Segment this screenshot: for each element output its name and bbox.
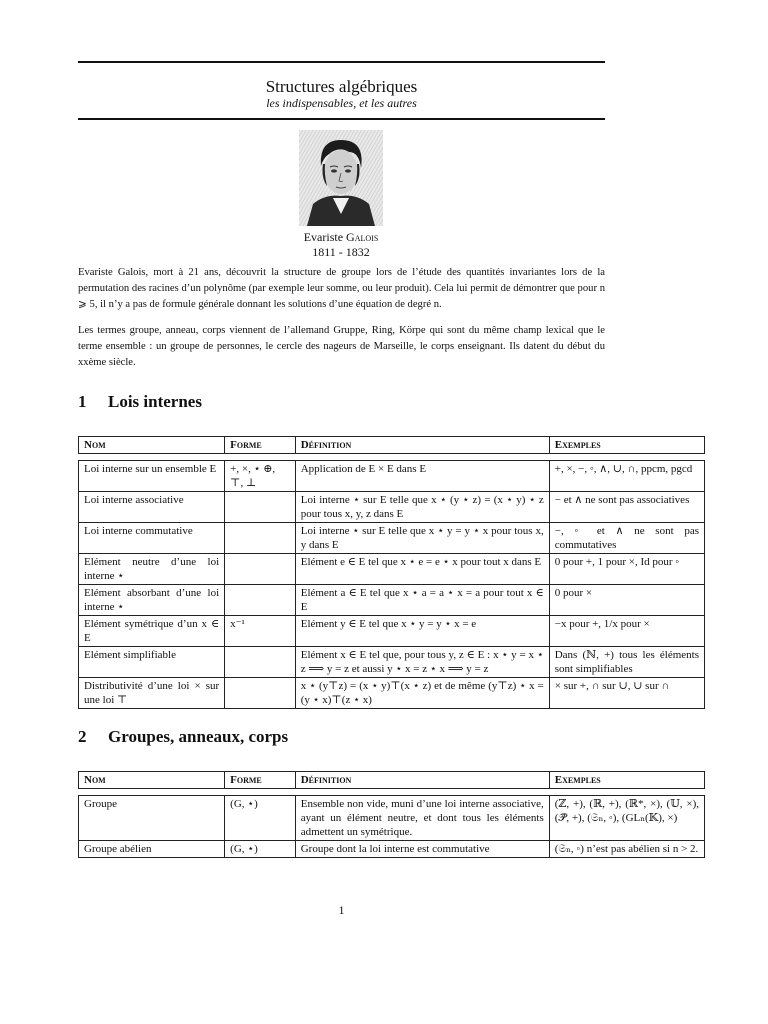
- cell-exemples: × sur +, ∩ sur ∪, ∪ sur ∩: [549, 678, 704, 709]
- table-spacer: [79, 789, 705, 796]
- cell-exemples: 0 pour ×: [549, 585, 704, 616]
- cell-forme: [225, 523, 296, 554]
- intro-paragraph-1: Evariste Galois, mort à 21 ans, découvrit la structure de groupe lors de l’étude des quantités invariantes lors de la permutation des racines d’un polynôme (par exemple leur somme, ou leur produit). Cela lui permit de démontrer que pour n ⩾ 5, il n’y a pas de formule générale donnant les solutions d’une équation de degré n.: [78, 267, 605, 310]
- cell-definition: x ⋆ (y⊤z) = (x ⋆ y)⊤(x ⋆ z) et de même (y⊤z) ⋆ x = (y ⋆ x)⊤(z ⋆ x): [295, 678, 549, 709]
- section-title: Groupes, anneaux, corps: [108, 727, 289, 746]
- portrait-caption: [250, 230, 432, 244]
- cell-forme: [225, 647, 296, 678]
- table-row: [79, 585, 705, 616]
- top-rule: [78, 61, 605, 63]
- cell-exemples: −x pour +, 1/x pour ×: [549, 616, 704, 647]
- table-header-row: [79, 772, 705, 789]
- cell-definition: Loi interne ⋆ sur E telle que x ⋆ y = y ⋆ x pour tous x, y dans E: [295, 523, 549, 554]
- cell-forme: (G, ⋆): [225, 841, 296, 858]
- table-row: [79, 796, 705, 841]
- spacer-cell: [79, 454, 705, 461]
- cell-forme: +, ×, ⋆ ⊕, ⊤, ⊥: [225, 461, 296, 492]
- section-heading-groupes: [78, 727, 605, 747]
- cell-nom: Groupe: [79, 796, 225, 841]
- cell-exemples: 0 pour +, 1 pour ×, Id pour ◦: [549, 554, 704, 585]
- cell-nom: Elément neutre d’une loi interne ⋆: [79, 554, 225, 585]
- cell-nom: Distributivité d’une loi × sur une loi ⊤: [79, 678, 225, 709]
- section-heading-lois-internes: [78, 392, 605, 412]
- header-nom: Nom: [79, 772, 225, 789]
- header-exemples: Exemples: [549, 437, 704, 454]
- document-subtitle: les indispensables, et les autres: [266, 96, 417, 110]
- document-title: Structures algébriques: [265, 77, 418, 96]
- header-exemples: Exemples: [549, 772, 704, 789]
- cell-forme: [225, 492, 296, 523]
- portrait-years: 1811 - 1832: [312, 245, 370, 259]
- caption-last-name: Galois: [346, 230, 379, 244]
- caption-first-name: Evariste: [303, 230, 347, 244]
- cell-forme: [225, 585, 296, 616]
- bottom-rule: [78, 118, 605, 120]
- header-nom: Nom: [79, 437, 225, 454]
- table-row: [79, 678, 705, 709]
- cell-definition: Ensemble non vide, muni d’une loi interne associative, ayant un élément neutre, et dont tous les éléments admettent un symétrique.: [295, 796, 549, 841]
- cell-definition: Application de E × E dans E: [295, 461, 549, 492]
- spacer-cell: [79, 789, 705, 796]
- galois-portrait: [299, 130, 383, 226]
- cell-forme: x⁻¹: [225, 616, 296, 647]
- cell-exemples: +, ×, −, ◦, ∧, ∪, ∩, ppcm, pgcd: [549, 461, 704, 492]
- cell-forme: [225, 554, 296, 585]
- cell-exemples: − et ∧ ne sont pas associatives: [549, 492, 704, 523]
- page-number: 1: [338, 903, 345, 917]
- cell-definition: Loi interne ⋆ sur E telle que x ⋆ (y ⋆ z) = (x ⋆ y) ⋆ z pour tous x, y, z dans E: [295, 492, 549, 523]
- table-row: [79, 841, 705, 858]
- lois-internes-table: [78, 436, 705, 709]
- intro-paragraph-2: Les termes groupe, anneau, corps viennent de l’allemand Gruppe, Ring, Körpe qui sont du même champ lexical que le terme ensemble : un groupe de personnes, le cercle des nageurs de Marseille, le corps enseignant. Ils datent du début du xxème siècle.: [78, 325, 605, 368]
- header-definition: Définition: [295, 437, 549, 454]
- portrait-engraving: [299, 130, 383, 226]
- cell-exemples: (ℤ, +), (ℝ, +), (ℝ*, ×), (𝕌, ×), (𝒫⃗, +), (𝔖ₙ, ◦), (GLₙ(𝕂), ×): [549, 796, 704, 841]
- table-row: [79, 523, 705, 554]
- table-header-row: [79, 437, 705, 454]
- cell-nom: Loi interne sur un ensemble E: [79, 461, 225, 492]
- cell-nom: Elément symétrique d’un x ∈ E: [79, 616, 225, 647]
- table-row: [79, 616, 705, 647]
- section-title: Lois internes: [108, 392, 202, 411]
- cell-forme: (G, ⋆): [225, 796, 296, 841]
- cell-nom: Elément absorbant d’une loi interne ⋆: [79, 585, 225, 616]
- table-row: [79, 647, 705, 678]
- cell-nom: Loi interne associative: [79, 492, 225, 523]
- cell-exemples: (𝔖ₙ, ◦) n’est pas abélien si n > 2.: [549, 841, 704, 858]
- header-definition: Définition: [295, 772, 549, 789]
- cell-definition: Groupe dont la loi interne est commutative: [295, 841, 549, 858]
- header-forme: Forme: [225, 437, 296, 454]
- cell-forme: [225, 678, 296, 709]
- header-forme: Forme: [225, 772, 296, 789]
- cell-definition: Elément y ∈ E tel que x ⋆ y = y ⋆ x = e: [295, 616, 549, 647]
- table-row: [79, 554, 705, 585]
- cell-nom: Groupe abélien: [79, 841, 225, 858]
- table-row: [79, 461, 705, 492]
- cell-exemples: Dans (ℕ, +) tous les éléments sont simplifiables: [549, 647, 704, 678]
- section-number: 1: [78, 392, 87, 411]
- cell-definition: Elément x ∈ E tel que, pour tous y, z ∈ E : x ⋆ y = x ⋆ z ⟹ y = z et aussi y ⋆ x = z ⋆ x ⟹ y = z: [295, 647, 549, 678]
- cell-definition: Elément e ∈ E tel que x ⋆ e = e ⋆ x pour tout x dans E: [295, 554, 549, 585]
- table-spacer: [79, 454, 705, 461]
- section-number: 2: [78, 727, 87, 746]
- groupes-table: [78, 771, 705, 858]
- cell-exemples: −, ◦ et ∧ ne sont pas commutatives: [549, 523, 704, 554]
- cell-definition: Elément a ∈ E tel que x ⋆ a = a ⋆ x = a pour tout x ∈ E: [295, 585, 549, 616]
- cell-nom: Elément simplifiable: [79, 647, 225, 678]
- cell-nom: Loi interne commutative: [79, 523, 225, 554]
- table-row: [79, 492, 705, 523]
